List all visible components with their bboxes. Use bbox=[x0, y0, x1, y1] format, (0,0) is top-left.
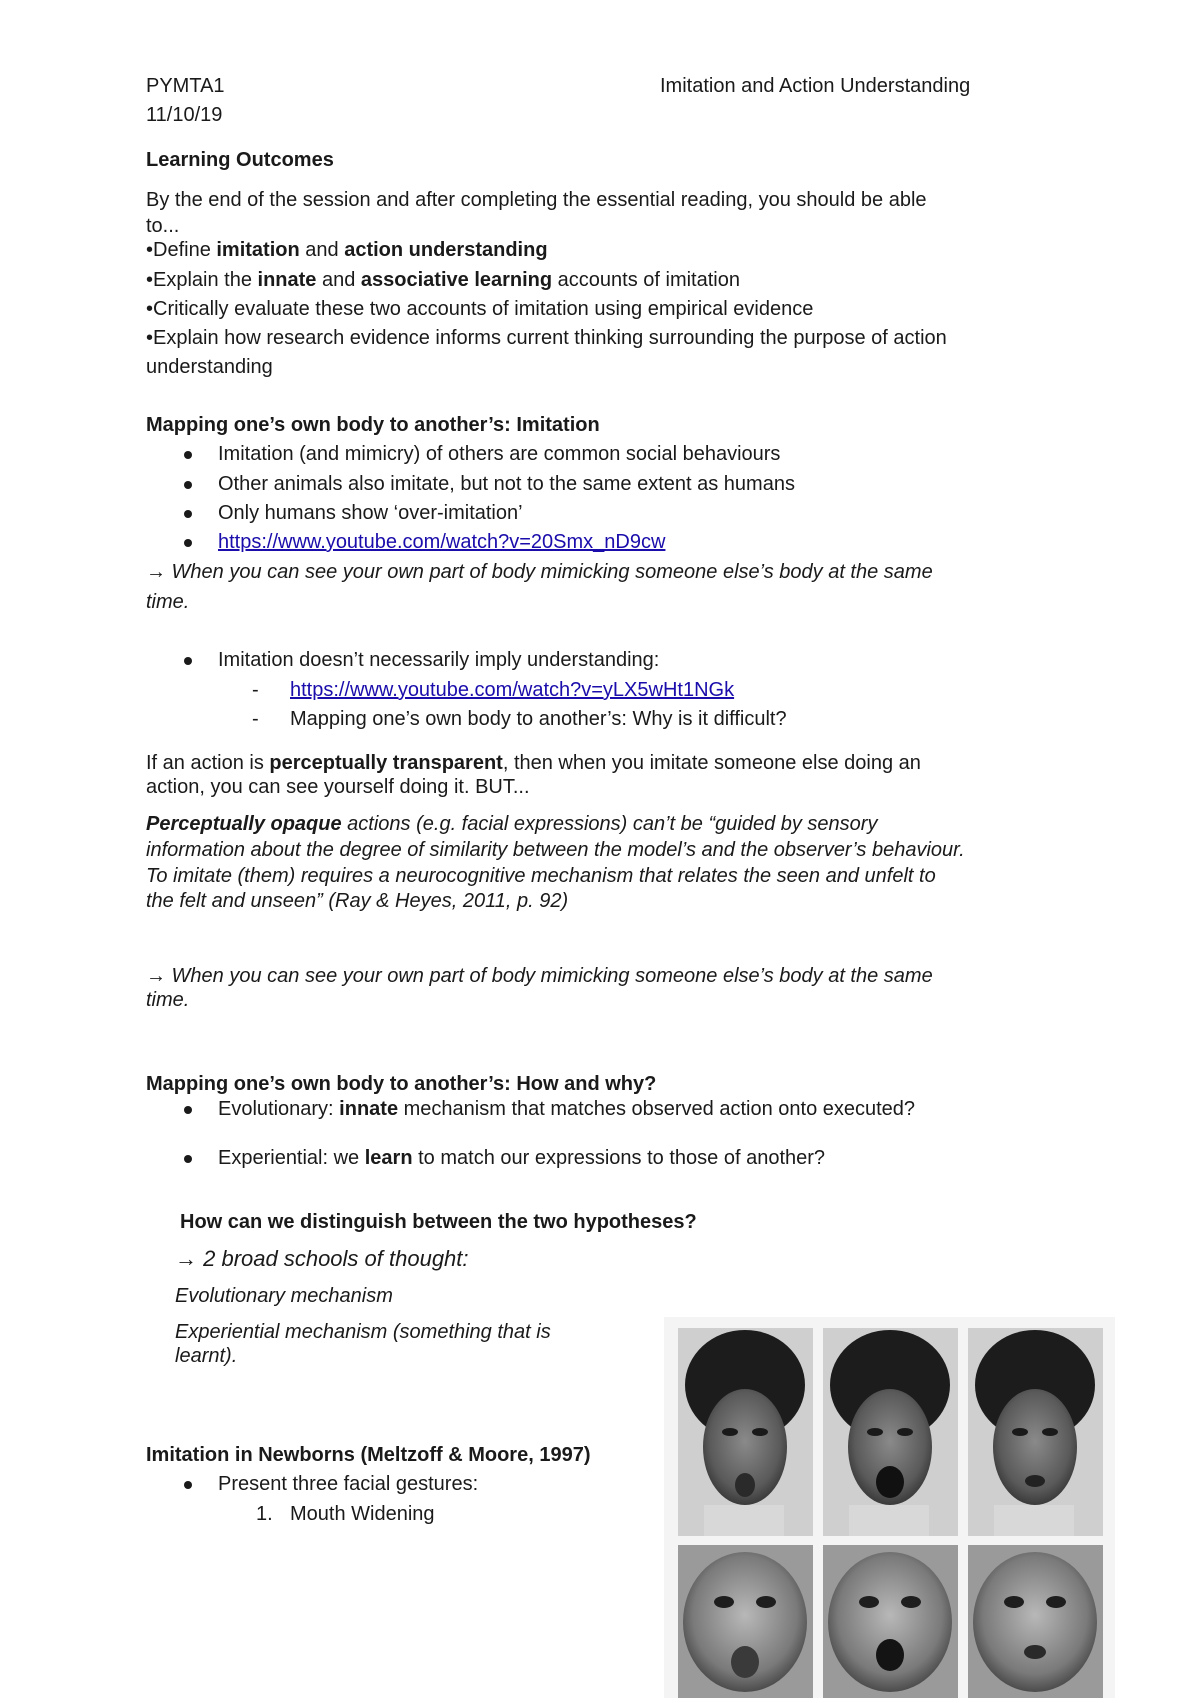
evolutionary-mechanism: Evolutionary mechanism bbox=[175, 1285, 393, 1307]
photo-grid-svg bbox=[664, 1317, 1115, 1698]
outcome-explain-post: accounts of imitation bbox=[552, 269, 740, 291]
learning-outcomes-heading: Learning Outcomes bbox=[146, 149, 334, 171]
experiential-mechanism-line-2: learnt). bbox=[175, 1345, 238, 1367]
imitation-note2-line-2: time. bbox=[146, 989, 190, 1011]
bullet-dot bbox=[184, 481, 192, 489]
list-number: 1. bbox=[256, 1503, 273, 1525]
transparent-term: perceptually transparent bbox=[269, 752, 503, 774]
bullet-dot bbox=[184, 510, 192, 518]
dash-marker: - bbox=[252, 679, 259, 701]
outcome-define-mid: and bbox=[299, 239, 345, 261]
meltzoff-moore-photo-grid bbox=[664, 1317, 1115, 1698]
bullet-dot bbox=[184, 1155, 192, 1163]
opaque-rest: actions (e.g. facial expressions) can’t be “guided by sensory bbox=[341, 813, 878, 835]
opaque-line-2: information about the degree of similarity between the model’s and the observer’s behaviour. bbox=[146, 839, 965, 861]
why-difficult-item: Mapping one’s own body to another’s: Why is it difficult? bbox=[290, 708, 787, 730]
schools-of-thought: → 2 broad schools of thought: bbox=[175, 1246, 469, 1271]
how-why-heading: Mapping one’s own body to another’s: How and why? bbox=[146, 1073, 657, 1095]
adult-mouth-opening-photo bbox=[823, 1328, 958, 1536]
outcome-define-pre: •Define bbox=[146, 239, 217, 261]
newborns-heading: Imitation in Newborns (Meltzoff & Moore, 1997) bbox=[146, 1444, 591, 1466]
transparent-line-1 bbox=[146, 751, 1055, 775]
outcome-define-term-1: imitation bbox=[216, 239, 300, 261]
bullet-dot bbox=[184, 1106, 192, 1114]
bullet-dot bbox=[184, 451, 192, 459]
adult-lip-protrusion-photo bbox=[968, 1328, 1103, 1536]
adult-tongue-protrusion-photo bbox=[678, 1328, 813, 1536]
distinguish-question: How can we distinguish between the two hypotheses? bbox=[180, 1211, 697, 1233]
youtube-link-overimitation[interactable]: https://www.youtube.com/watch?v=20Smx_nD9cw bbox=[218, 531, 666, 553]
outcome-explain-term-1: innate bbox=[257, 269, 317, 291]
imitation-note-line-1: → When you can see your own part of body mimicking someone else’s body at the same bbox=[146, 561, 933, 583]
transparent-pre: If an action is bbox=[146, 752, 270, 774]
imitation-bullet-1: Imitation (and mimicry) of others are common social behaviours bbox=[218, 443, 781, 465]
outcome-research-line-1: •Explain how research evidence informs current thinking surrounding the purpose of action bbox=[146, 327, 947, 349]
evolutionary-pre: Evolutionary: bbox=[218, 1098, 340, 1120]
outcome-explain-term-2: associative learning bbox=[360, 269, 553, 291]
bullet-dot bbox=[184, 539, 192, 547]
newborns-bullet: Present three facial gestures: bbox=[218, 1473, 479, 1495]
bullet-dot bbox=[184, 1481, 192, 1489]
experiential-pre: Experiential: we bbox=[218, 1147, 365, 1169]
experiential-term: learn bbox=[364, 1147, 413, 1169]
experiential-bullet bbox=[218, 1146, 825, 1170]
mouth-widening-item: Mouth Widening bbox=[290, 1503, 435, 1525]
dash-marker: - bbox=[252, 708, 259, 730]
transparent-post: , then when you imitate someone else doing an bbox=[502, 752, 921, 774]
evolutionary-term: innate bbox=[339, 1098, 399, 1120]
outcome-explain-pre: •Explain the bbox=[146, 269, 258, 291]
infant-lip-protrusion-photo bbox=[968, 1545, 1103, 1698]
outcome-define bbox=[146, 238, 548, 262]
outcomes-intro-line-1: By the end of the session and after completing the essential reading, you should be able bbox=[146, 189, 927, 211]
outcome-evaluate: •Critically evaluate these two accounts of imitation using empirical evidence bbox=[146, 298, 814, 320]
imitation-heading: Mapping one’s own body to another’s: Imitation bbox=[146, 414, 600, 436]
opaque-line-4: the felt and unseen” (Ray & Heyes, 2011, p. 92) bbox=[146, 890, 569, 912]
imitation-note2-line-1: → When you can see your own part of body mimicking someone else’s body at the same bbox=[146, 965, 933, 987]
outcome-explain-mid: and bbox=[316, 269, 361, 291]
infant-tongue-protrusion-photo bbox=[678, 1545, 813, 1698]
evolutionary-bullet bbox=[218, 1097, 915, 1121]
evolutionary-post: mechanism that matches observed action onto executed? bbox=[398, 1098, 916, 1120]
imitation-bullet-3: Only humans show ‘over-imitation’ bbox=[218, 502, 523, 524]
outcomes-intro-line-2: to... bbox=[146, 215, 180, 237]
transparent-line-2: action, you can see yourself doing it. BUT... bbox=[146, 776, 530, 798]
bullet-dot bbox=[184, 657, 192, 665]
opaque-line-1 bbox=[146, 812, 877, 836]
youtube-link-understanding[interactable]: https://www.youtube.com/watch?v=yLX5wHt1NGk bbox=[290, 679, 735, 701]
imitation-bullet-2: Other animals also imitate, but not to the same extent as humans bbox=[218, 473, 795, 495]
experiential-mechanism-line-1: Experiential mechanism (something that is bbox=[175, 1321, 551, 1343]
opaque-line-3: To imitate (them) requires a neurocognitive mechanism that relates the seen and unfelt to bbox=[146, 865, 936, 887]
infant-mouth-opening-photo bbox=[823, 1545, 958, 1698]
experiential-post: to match our expressions to those of another? bbox=[412, 1147, 826, 1169]
document-title: Imitation and Action Understanding bbox=[660, 75, 971, 97]
outcome-explain bbox=[146, 268, 740, 292]
imitation-note-line-2: time. bbox=[146, 591, 190, 613]
outcome-define-term-2: action understanding bbox=[344, 239, 548, 261]
document-date: 11/10/19 bbox=[146, 104, 223, 126]
imitation-bullet-understanding: Imitation doesn’t necessarily imply understanding: bbox=[218, 649, 660, 671]
opaque-term: Perceptually opaque bbox=[146, 813, 342, 835]
outcome-research-line-2: understanding bbox=[146, 356, 273, 378]
course-code: PYMTA1 bbox=[146, 75, 225, 97]
